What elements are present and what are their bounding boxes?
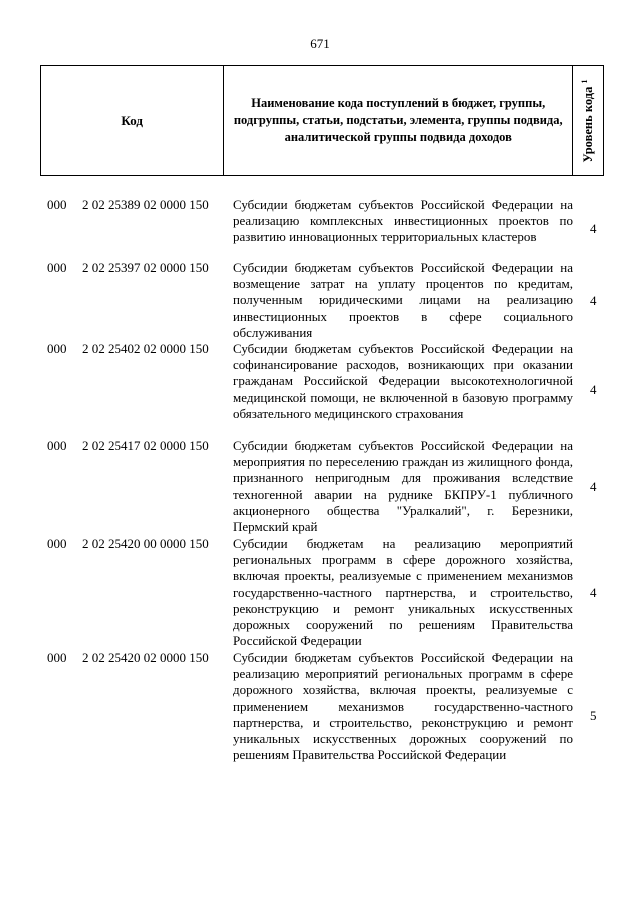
table-row xyxy=(0,197,640,260)
admin-code: 000 xyxy=(47,197,67,212)
admin-code: 000 xyxy=(47,341,67,356)
revenue-description: Субсидии бюджетам субъектов Российской Федерации на мероприятия по переселению граждан из жилищного фонда, признанного непригодным для проживания вследствие техногенной аварии на руднике БКПРУ-1 публичного акционерного общества "Уралкалий", г. Березники, Пермский край xyxy=(233,438,573,535)
table-row xyxy=(0,536,640,650)
admin-code: 000 xyxy=(47,536,67,551)
code-level: 5 xyxy=(590,708,597,723)
header-level xyxy=(573,66,603,175)
table-header xyxy=(40,65,604,176)
admin-code: 000 xyxy=(47,650,67,665)
code-level: 4 xyxy=(590,220,597,236)
table-row xyxy=(0,438,640,536)
revenue-code: 2 02 25417 02 0000 150 xyxy=(82,438,209,453)
table-row xyxy=(0,260,640,341)
revenue-code: 2 02 25389 02 0000 150 xyxy=(82,197,209,212)
revenue-code: 2 02 25402 02 0000 150 xyxy=(82,341,209,356)
revenue-code: 2 02 25397 02 0000 150 xyxy=(82,260,209,275)
revenue-description: Субсидии бюджетам субъектов Российской Федерации на реализацию мероприятий региональных программ в сфере дорожного хозяйства, включая проекты, реализуемые с применением механизмов государственно-частного партнерства, и строительство, реконструкцию и ремонт уникальных искусственных дорожных сооружений по решениям Правительства Российской Федерации xyxy=(233,650,573,763)
page-number: 671 xyxy=(310,36,330,51)
code-level: 4 xyxy=(590,292,597,308)
header-level-label xyxy=(580,79,596,162)
code-level: 4 xyxy=(590,381,597,397)
revenue-description: Субсидии бюджетам на реализацию мероприятий региональных программ в сфере дорожного хозяйства, включая проекты, реализуемые с применением механизмов государственно-частного партнерства, и строительство, реконструкцию и ремонт уникальных искусственных дорожных сооружений по решениям Правительства Российской Федерации xyxy=(233,536,573,649)
header-level-text: Уровень кода xyxy=(581,86,596,162)
header-name: Наименование кода поступлений в бюджет, группы, подгруппы, статьи, подстатьи, элемента, группы подвида, аналитической группы подвида доходов xyxy=(224,66,573,175)
revenue-description: Субсидии бюджетам субъектов Российской Федерации на софинансирование расходов, возникающих при оказании гражданам Российской Федерации высокотехнологичной медицинской помощи, не включенной в базовую программу обязательного медицинского страхования xyxy=(233,341,573,421)
revenue-description: Субсидии бюджетам субъектов Российской Федерации на реализацию комплексных инвестиционных проектов по развитию инновационных территориальных кластеров xyxy=(233,197,573,245)
revenue-code: 2 02 25420 02 0000 150 xyxy=(82,650,209,665)
admin-code: 000 xyxy=(47,438,67,453)
header-code: Код xyxy=(41,66,224,175)
header-level-footnote: 1 xyxy=(579,79,589,84)
code-level: 4 xyxy=(590,479,597,494)
table-body xyxy=(0,197,640,782)
revenue-code: 2 02 25420 00 0000 150 xyxy=(82,536,209,551)
admin-code: 000 xyxy=(47,260,67,275)
table-row xyxy=(0,341,640,438)
code-level: 4 xyxy=(590,585,597,600)
table-row xyxy=(0,650,640,782)
revenue-description: Субсидии бюджетам субъектов Российской Федерации на возмещение затрат на уплату процентов по кредитам, полученным юридическими лицами на реализацию инвестиционных проектов в сфере социального обслуживания xyxy=(233,260,573,340)
